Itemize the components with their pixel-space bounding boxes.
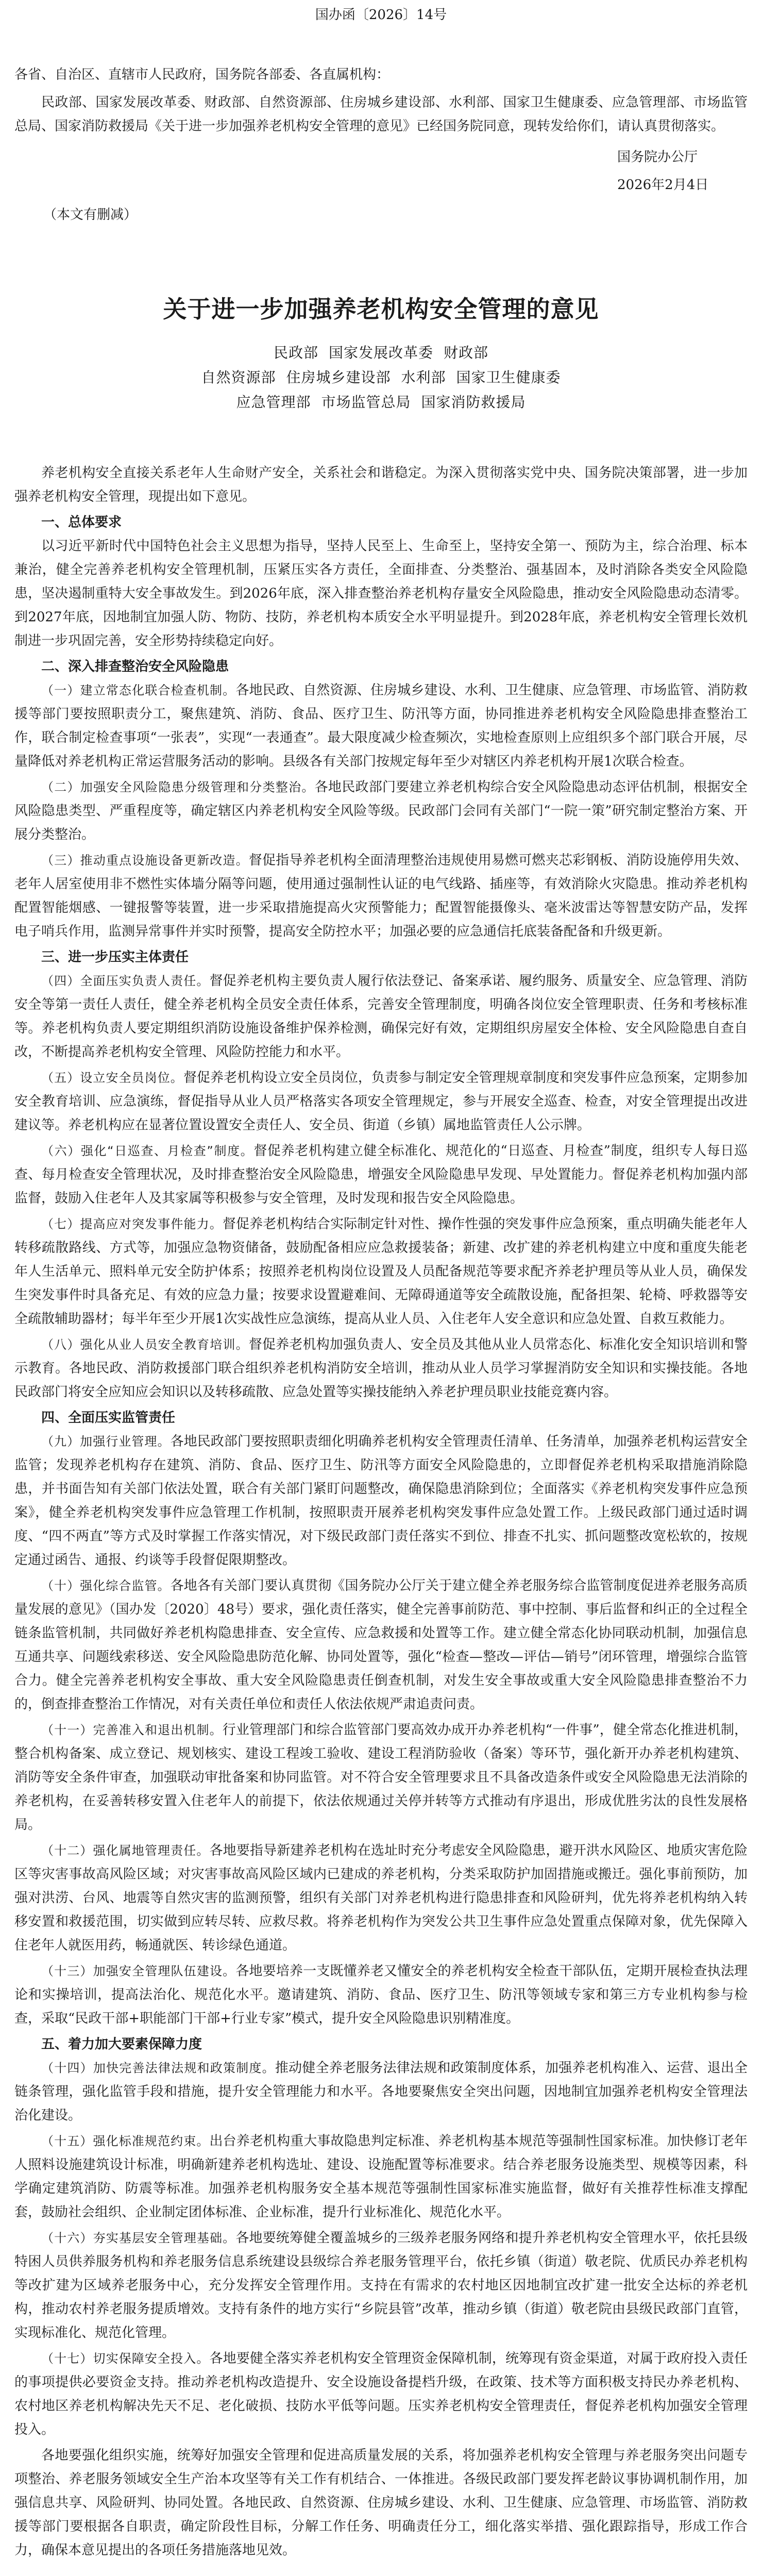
item-text: 督促指导养老机构全面清理整治违规使用易燃可燃夹芯彩钢板、消防设施停用失效、老年人居室使用非不燃性实体墙分隔等问题，使用通过强制性认证的电气线路、插座等，有效消除火灾隐患。推动养老机构配置智能烟感、一键报警等装置，进一步采取措施提高火灾预警能力；配置智能摄像头、毫米波雷达等智慧安防产品，发挥电子哨兵作用，监测异常事件并实时预警，提高安全防控水平；加强必要的应急通信托底装备配备和升级更新。 — [14, 852, 748, 939]
section-paragraph — [14, 1959, 748, 2030]
sign-date: 2026年2月4日 — [617, 177, 709, 193]
section-heading: 三、进一步压实主体责任 — [41, 949, 189, 965]
section-paragraph — [14, 849, 748, 943]
section-paragraph — [14, 1066, 748, 1137]
item-lead: （七）提高应对突发事件能力。 — [41, 1216, 223, 1231]
item-text: 各地民政、自然资源、住房城乡建设、水利、卫生健康、应急管理、市场监管、消防救援等部门要按照职责分工，聚焦建筑、消防、食品、医疗卫生、防汛等方面，协同推进养老机构安全风险隐患排查整治工作，联合制定检查事项“一张表”，实现“一表通查”。最大限度减少检查频次，实地检查原则上应组织多个部门联合开展，尽量降低对养老机构正常运营服务活动的影响。县级各有关部门按规定每年至少对辖区内养老机构开展1次联合检查。 — [14, 682, 748, 769]
section-paragraph — [14, 1430, 748, 1572]
section-heading: 一、总体要求 — [41, 514, 122, 530]
item-lead: （十五）强化标准规范约束。 — [41, 2133, 210, 2148]
item-text: 各地要统筹健全覆盖城乡的三级养老服务网络和提升养老机构安全管理水平，依托县级特困人员供养服务机构和养老服务信息系统建设县级综合养老服务管理平台，依托乡镇（街道）敬老院、优质民办养老机构等改扩建为区域养老服务中心，充分发挥安全管理作用。支持在有需求的农村地区因地制宜改扩建一批安全达标的养老机构，推动农村养老服务提质增效。支持有条件的地方实行“乡院县管”改革，推动乡镇（街道）敬老院由县级民政部门直管，实现标准化、规范化管理。 — [14, 2230, 748, 2341]
issuer-line — [14, 341, 748, 365]
section-heading: 四、全面压实监管责任 — [41, 1410, 176, 1426]
item-text: 督促养老机构设立安全员岗位，负责参与制定安全管理规章制度和突发事件应急预案，定期参加安全教育培训、应急演练，督促指导从业人员严格落实各项安全管理规定，参与开展安全巡查、检查，对安全管理提出改进建议等。养老机构应在显著位置设置安全责任人、安全员、街道（乡镇）属地监管责任人公示牌。 — [14, 1070, 748, 1133]
issuer-org: 国家卫生健康委 — [456, 368, 561, 386]
item-lead: （二）加强安全风险隐患分级管理和分类整治。 — [41, 779, 315, 794]
item-text: 督促养老机构主要负责人履行依法登记、备案承诺、履约服务、质量安全、应急管理、消防安全等第一责任人责任，健全养老机构全员安全责任体系，完善安全管理制度，明确各岗位安全管理职责、任务和考核标准等。养老机构负责人要定期组织消防设施设备维护保养检测，确保完好有效，定期组织房屋安全体检、安全风险隐患自查自改，不断提高养老机构安全管理、风险防控能力和水平。 — [14, 973, 748, 1060]
item-lead: （五）设立安全员岗位。 — [41, 1070, 183, 1085]
document-title: 关于进一步加强养老机构安全管理的意见 — [163, 295, 599, 323]
item-text: 督促养老机构加强负责人、安全员及其他从业人员常态化、标准化安全知识培训和警示教育。各地民政、消防救援部门联合组织养老机构消防安全培训，推动从业人员学习掌握消防安全知识和实操技能。各地民政部门将安全应知应会知识以及转移疏散、应急处置等实操技能纳入养老护理员职业技能竞赛内容。 — [14, 1336, 748, 1400]
page-bottom-spacer — [14, 2562, 748, 2576]
item-lead: （八）强化从业人员安全教育培训。 — [41, 1337, 249, 1352]
section-paragraph — [14, 2347, 748, 2442]
issuer-line — [14, 390, 748, 415]
item-lead: （十）强化综合监管。 — [41, 1578, 171, 1593]
item-text: 各地民政部门要建立养老机构综合安全风险隐患动态评估机制，根据安全风险隐患类型、严重程度等，确定辖区内养老机构安全风险等级。民政部门会同有关部门“一院一策”研究制定整治方案、开展分类整治。 — [14, 779, 748, 842]
section-paragraph — [14, 1574, 748, 1716]
issuing-departments — [14, 341, 748, 415]
item-lead: （十六）夯实基层安全管理基础。 — [41, 2230, 236, 2245]
section-paragraph — [14, 969, 748, 1064]
signer: 国务院办公厅 — [617, 149, 698, 165]
addressee: 各省、自治区、直辖市人民政府，国务院各部委、各直属机构： — [14, 67, 390, 82]
abridged-note: （本文有删减） — [43, 207, 138, 223]
document-number: 国办函〔2026〕14号 — [315, 7, 447, 23]
issuer-org: 民政部 — [273, 344, 318, 361]
issuer-org: 水利部 — [401, 368, 446, 386]
item-text: 督促养老机构结合实际制定针对性、操作性强的突发事件应急预案，重点明确失能老年人转移疏散路线、方式等，加强应急物资储备，鼓励配备相应应急救援装备；新建、改扩建的养老机构建立中度和重度失能老年人生活单元、照料单元安全防护体系；按照养老机构岗位设置及人员配备规范等要求配齐养老护理员等从业人员，确保发生突发事件时具备充足、有效的应急力量；按要求设置避难间、无障碍通道等安全疏散设施，配备担架、轮椅、呼救器等安全疏散辅助器材；每半年至少开展1次实战性应急演练，提高从业人员、入住老年人安全意识和应急处置、自救互救能力。 — [14, 1216, 748, 1327]
section-paragraph — [14, 2056, 748, 2127]
forward-notice: 民政部、国家发展改革委、财政部、自然资源部、住房城乡建设部、水利部、国家卫生健康委、应急管理部、市场监管总局、国家消防救援局《关于进一步加强养老机构安全管理的意见》已经国务院同意，现转发给你们，请认真贯彻落实。 — [14, 95, 748, 134]
section-heading: 二、深入排查整治安全风险隐患 — [41, 658, 229, 674]
item-text: 各地各有关部门要认真贯彻《国务院办公厅关于建立健全养老服务综合监管制度促进养老服务高质量发展的意见》（国办发〔2020〕48号）要求，强化责任落实，健全完善事前防范、事中控制、事后监督和纠正的全过程全链条监管机制，共同做好养老机构隐患排查、安全宣传、应急救援和处置等工作。建立健全常态化协同联动机制，加强信息互通共享、问题线索移送、安全风险隐患防范化解、协同处置等，强化“检查—整改—评估—销号”闭环管理，增强综合监管合力。健全完善养老机构安全事故、重大安全风险隐患责任倒查机制，对发生安全事故或重大安全风险隐患排查整治不力的，倒查排查整治工作情况，对有关责任单位和责任人依法依规严肃追责问责。 — [14, 1578, 748, 1712]
item-text: 出台养老机构重大事故隐患判定标准、养老机构基本规范等强制性国家标准。加快修订老年人照料设施建筑设计标准，明确新建养老机构选址、建设、设施配置等标准要求。结合养老服务设施类型、规模等因素，科学确定建筑消防、防震等标准。加强养老机构服务安全基本规范等强制性国家标准实施监督，做好有关推荐性标准支撑配套，鼓励社会组织、企业制定团体标准、企业标准，提升行业标准化、规范化水平。 — [14, 2133, 748, 2220]
item-lead: （四）全面压实负责人责任。 — [41, 973, 210, 988]
item-text: 各地要健全落实养老机构安全管理资金保障机制，统筹现有资金渠道，对属于政府投入责任的事项提供必要资金支持。推动养老机构改造提升、安全设施设备提档升级，在政策、技术等方面积极支持民办养老机构、农村地区养老机构解决先天不足、老化破损、技防水平低等问题。压实养老机构安全管理责任，督促养老机构加强安全管理投入。 — [14, 2350, 748, 2437]
item-text: 各地要指导新建养老机构在选址时充分考虑安全风险隐患，避开洪水风险区、地质灾害危险区等灾害事故高风险区域；对灾害事故高风险区域内已建成的养老机构，分类采取防护加固措施或搬迁。强化事前预防，加强对洪涝、台风、地震等自然灾害的监测预警，组织有关部门对养老机构进行隐患排查和风险研判，优先将养老机构纳入转移安置和救援范围，切实做到应转尽转、应救尽救。将养老机构作为突发公共卫生事件应急处置重点保障对象，优先保障入住老年人就医用药，畅通就医、转诊绿色通道。 — [14, 1842, 748, 1953]
issuer-line — [14, 365, 748, 390]
closing-paragraph: 各地要强化组织实施，统筹好加强安全管理和促进高质量发展的关系，将加强养老机构安全管理与养老服务突出问题专项整治、养老服务领域安全生产治本攻坚等有关工作有机结合、一体推进。各级民政部门要发挥老龄议事协调机制作用，加强信息共享、风险研判、协同处置。各地民政、自然资源、住房城乡建设、水利、卫生健康、应急管理、市场监管、消防救援等部门要根据各自职责，确定阶段性目标，分解工作任务、明确责任分工，细化落实举措、强化跟踪指导，形成工作合力，确保本意见提出的各项任务措施落地见效。 — [14, 2447, 748, 2558]
document-body — [14, 511, 748, 2442]
item-lead: （十三）加强安全管理队伍建设。 — [41, 1963, 236, 1978]
item-text: 以习近平新时代中国特色社会主义思想为指导，坚持人民至上、生命至上，坚持安全第一、预防为主，综合治理、标本兼治，健全完善养老机构安全管理机制，压紧压实各方责任，全面排查、分类整治、强基固本，及时消除各类安全风险隐患，坚决遏制重特大安全事故发生。到2026年底，深入排查整治养老机构存量安全风险隐患，推动安全风险隐患动态清零。到2027年底，因地制宜加强人防、物防、技防，养老机构本质安全水平明显提升。到2028年底，养老机构安全管理长效机制进一步巩固完善，安全形势持续稳定向好。 — [14, 538, 748, 649]
item-lead: （三）推动重点设施设备更新改造。 — [41, 853, 249, 868]
section-paragraph — [14, 1718, 748, 1837]
section-paragraph — [14, 1212, 748, 1331]
issuer-org: 应急管理部 — [236, 393, 311, 411]
issuer-org: 市场监管总局 — [321, 393, 411, 411]
section-paragraph — [14, 1839, 748, 1957]
item-lead: （十二）强化属地管理责任。 — [41, 1843, 210, 1858]
issuer-org: 财政部 — [444, 344, 489, 361]
preamble: 养老机构安全直接关系老年人生命财产安全，关系社会和谐稳定。为深入贯彻落实党中央、国务院决策部署，进一步加强养老机构安全管理，现提出如下意见。 — [14, 465, 748, 504]
issuer-org: 自然资源部 — [201, 368, 276, 386]
issuer-org: 国家消防救援局 — [421, 393, 526, 411]
issuer-org: 国家发展改革委 — [328, 344, 433, 361]
item-text: 推动健全养老服务法律法规和政策制度体系，加强养老机构准入、运营、退出全链条管理，强化监管手段和措施，提升安全管理能力和水平。各地要聚焦安全突出问题，因地制宜加强养老机构安全管理法治化建设。 — [14, 2060, 748, 2123]
section-heading: 五、着力加大要素保障力度 — [41, 2036, 202, 2052]
item-lead: （一）建立常态化联合检查机制。 — [41, 683, 236, 698]
item-lead: （十一）完善准入和退出机制。 — [41, 1722, 223, 1737]
section-paragraph — [14, 1333, 748, 1404]
item-lead: （九）加强行业管理。 — [41, 1434, 171, 1449]
item-text: 行业管理部门和综合监管部门要高效办成开办养老机构“一件事”，健全常态化推进机制，整合机构备案、成立登记、规划核实、建设工程竣工验收、建设工程消防验收（备案）等环节，强化新开办养老机构建筑、消防等安全条件审查，加强联动审批备案和协同监管。对不符合安全管理要求且不具备改造条件或安全风险隐患无法消除的养老机构，在妥善转移安置入住老年人的前提下，依法依规通过关停并转等方式推动有序退出，形成优胜劣汰的良性发展格局。 — [14, 1722, 748, 1833]
issuer-org: 住房城乡建设部 — [286, 368, 391, 386]
item-lead: （十四）加快完善法律法规和政策制度。 — [41, 2060, 275, 2075]
section-paragraph — [14, 534, 748, 653]
section-paragraph — [14, 2226, 748, 2345]
item-text: 各地民政部门要按照职责细化明确养老机构安全管理责任清单、任务清单，加强养老机构运营安全监管；发现养老机构存在建筑、消防、食品、医疗卫生、防汛等方面安全风险隐患的，立即督促养老机构采取措施消除隐患，并书面告知有关部门依法处置，联合有关部门紧盯问题整改，确保隐患消除到位；全面落实《养老机构突发事件应急预案》，健全养老机构突发事件应急管理工作机制，按照职责开展养老机构突发事件应急处置工作。上级民政部门通过适时调度、“四不两直”等方式及时掌握工作落实情况，对下级民政部门责任落实不到位、排查不扎实、抓问题整改宽松软的，按规定通过函告、通报、约谈等手段督促限期整改。 — [14, 1433, 748, 1568]
section-paragraph — [14, 1139, 748, 1210]
item-text: 各地要培养一支既懂养老又懂安全的养老机构安全检查干部队伍，定期开展检查执法理论和实操培训，提高法治化、规范化水平。邀请建筑、消防、食品、医疗卫生、防汛等领域专家和第三方专业机构参与检查，采取“民政干部+职能部门干部+行业专家”模式，提升安全风险隐患识别精准度。 — [14, 1963, 748, 2026]
section-paragraph — [14, 2129, 748, 2224]
item-lead: （十七）切实保障安全投入。 — [41, 2351, 210, 2366]
item-lead: （六）强化“日巡查、月检查”制度。 — [41, 1143, 254, 1158]
section-paragraph — [14, 679, 748, 773]
item-text: 督促养老机构建立健全标准化、规范化的“日巡查、月检查”制度，组织专人每日巡查、每月检查安全管理状况，及时排查整治安全风险隐患，增强安全风险隐患早发现、早处置能力。督促养老机构加强内部监督，鼓励入住老年人及其家属等积极参与安全管理，及时发现和报告安全风险隐患。 — [14, 1143, 748, 1206]
section-paragraph — [14, 775, 748, 846]
